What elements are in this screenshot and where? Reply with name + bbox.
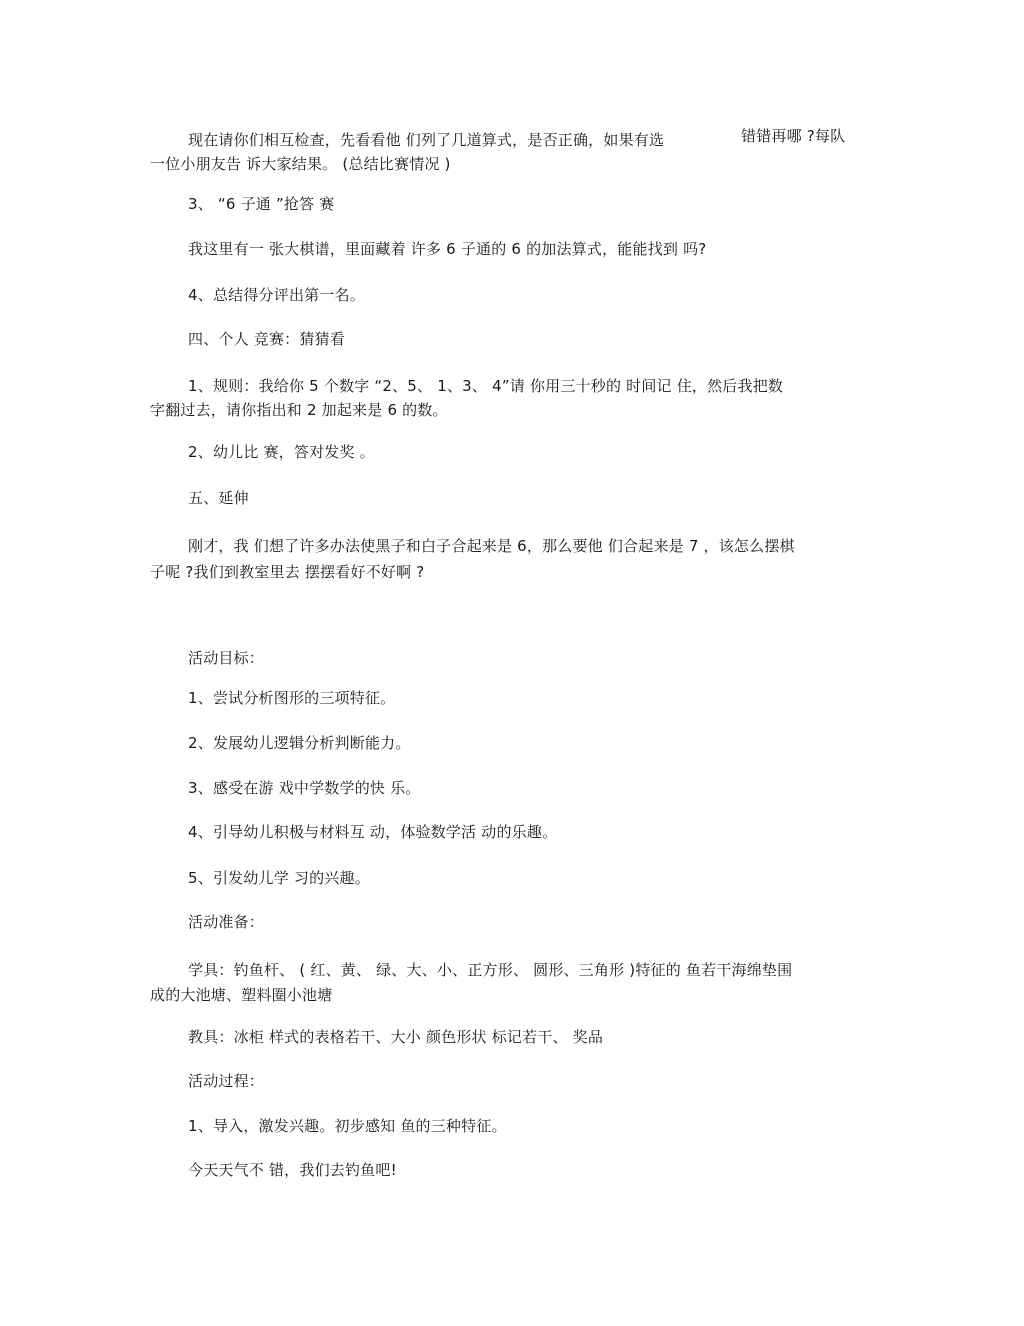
goal-item-1: 1、尝试分析图形的三项特征。 <box>188 689 396 707</box>
prep-heading: 活动准备： <box>188 913 265 931</box>
goal-item-5: 5、引发幼儿学 习的兴趣。 <box>188 869 370 887</box>
goal-item-4: 4、引导幼儿积极与材料互 动，体验数学活 动的乐趣。 <box>188 823 558 841</box>
item3-title: 3、 “6 子通 ”抢答 赛 <box>188 195 335 213</box>
check-line-1: 现在请你们相互检查，先看看他 们列了几道算式，是否正确，如果有选 <box>188 131 665 149</box>
extend-line-2: 子呢 ?我们到教室里去 摆摆看好不好啊 ? <box>150 563 425 581</box>
process-text-1: 今天天气不 错，我们去钓鱼吧! <box>188 1161 397 1179</box>
goals-heading: 活动目标： <box>188 649 265 667</box>
rule-line-2: 字翻过去，请你指出和 2 加起来是 6 的数。 <box>150 401 448 419</box>
check-line-1-tail: 错错再哪 ?每队 <box>741 127 846 145</box>
rule-line-1: 1、规则：我给你 5 个数字 “2、5、 1、3、 4”请 你用三十秒的 时间记 住，然后我把数 <box>188 377 784 395</box>
process-heading: 活动过程： <box>188 1072 265 1090</box>
goal-item-2: 2、发展幼儿逻辑分析判断能力。 <box>188 734 411 752</box>
check-line-2: 一位小朋友告 诉大家结果。 (总结比赛情况 ) <box>150 155 451 173</box>
item4-summary: 4、总结得分评出第一名。 <box>188 286 365 304</box>
extend-line-1: 刚才，我 们想了许多办法使黑子和白子合起来是 6，那么要他 们合起来是 7 ，该怎么摆棋 <box>188 537 795 555</box>
student-tools-line-1: 学具：钓鱼杆、 ( 红、黄、 绿、大、小、正方形、 圆形、三角形 )特征的 鱼若干海绵垫围 <box>188 961 793 979</box>
teacher-tools: 教具：冰柜 样式的表格若干、大小 颜色形状 标记若干、 奖品 <box>188 1028 604 1046</box>
rule-item-2: 2、幼儿比 赛，答对发奖 。 <box>188 443 375 461</box>
goal-item-3: 3、感受在游 戏中学数学的快 乐。 <box>188 779 421 797</box>
part5-heading: 五、延伸 <box>188 489 249 507</box>
part4-heading: 四、个人 竞赛：猜猜看 <box>188 330 345 348</box>
process-step-1: 1、导入，激发兴趣。初步感知 鱼的三种特征。 <box>188 1117 507 1135</box>
item3-description: 我这里有一 张大棋谱，里面藏着 许多 6 子通的 6 的加法算式，能能找到 吗? <box>188 240 707 258</box>
student-tools-line-2: 成的大池塘、塑料圈小池塘 <box>150 986 333 1004</box>
